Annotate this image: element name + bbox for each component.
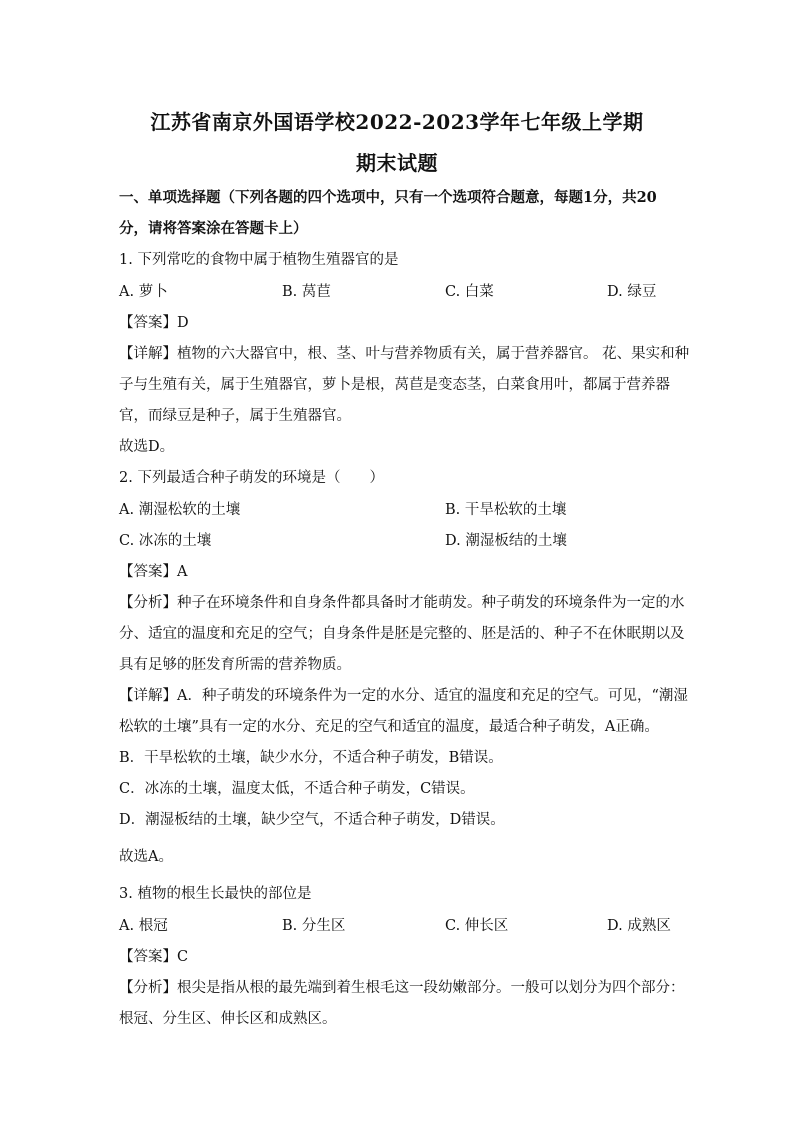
section-header-line2: 分，请将答案涂在答题卡上） [119, 220, 308, 237]
q2-analysis-line: 【分析】种子在环境条件和自身条件都具备时才能萌发。种子萌发的环境条件为一定的水 [119, 595, 685, 611]
q2-option-d: D. 潮湿板结的土壤 [445, 533, 567, 549]
q1-option-a: A. 萝卜 [119, 284, 168, 300]
q2-stem: 2. 下列最适合种子萌发的环境是（ ） [119, 470, 384, 486]
q3-option-b: B. 分生区 [282, 918, 346, 934]
q3-analysis-line: 根冠、分生区、伸长区和成熟区。 [119, 1011, 337, 1027]
q1-explain-line: 【详解】植物的六大器官中，根、茎、叶与营养物质有关，属于营养器官。 花、果实和种 [119, 346, 690, 362]
q3-option-a: A. 根冠 [119, 918, 168, 934]
q2-answer: 【答案】A [119, 564, 188, 580]
q2-explain-line: B．干旱松软的土壤，缺少水分，不适合种子萌发，B错误。 [119, 750, 503, 766]
q2-conclusion: 故选A。 [119, 849, 173, 865]
q1-answer: 【答案】D [119, 315, 189, 331]
section-header-line1: 一、单项选择题（下列各题的四个选项中，只有一个选项符合题意，每题1分，共20 [119, 189, 657, 206]
q3-answer: 【答案】C [119, 949, 189, 965]
q2-explain-line: D．潮湿板结的土壤，缺少空气，不适合种子萌发，D错误。 [119, 812, 505, 828]
q2-option-a: A. 潮湿松软的土壤 [119, 502, 241, 518]
q2-analysis-line: 分、适宜的温度和充足的空气；自身条件是胚是完整的、胚是活的、种子不在休眠期以及 [119, 626, 685, 642]
q2-analysis-line: 具有足够的胚发育所需的营养物质。 [119, 657, 351, 673]
q3-option-c: C. 伸长区 [445, 918, 509, 934]
q2-explain-line: 【详解】A．种子萌发的环境条件为一定的水分、适宜的温度和充足的空气。可见，“潮湿 [119, 688, 688, 704]
doc-title-line2: 期末试题 [356, 151, 438, 175]
q3-stem: 3. 植物的根生长最快的部位是 [119, 886, 312, 902]
q1-conclusion: 故选D。 [119, 439, 175, 455]
q2-explain-line: 松软的土壤”具有一定的水分、充足的空气和适宜的温度，最适合种子萌发，A正确。 [119, 719, 659, 735]
q1-explain-line: 官，而绿豆是种子，属于生殖器官。 [119, 408, 351, 424]
q1-stem: 1. 下列常吃的食物中属于植物生殖器官的是 [119, 252, 399, 268]
q1-option-b: B. 莴苣 [282, 284, 331, 300]
q1-option-c: C. 白菜 [445, 284, 494, 300]
q1-explain-line: 子与生殖有关，属于生殖器官，萝卜是根，莴苣是变态茎，白菜食用叶，都属于营养器 [119, 377, 670, 393]
q1-option-d: D. 绿豆 [607, 284, 657, 300]
q2-option-b: B. 干旱松软的土壤 [445, 502, 567, 518]
q3-option-d: D. 成熟区 [607, 918, 671, 934]
q2-option-c: C. 冰冻的土壤 [119, 533, 212, 549]
doc-title-line1: 江苏省南京外国语学校2022-2023学年七年级上学期 [150, 110, 644, 134]
q3-analysis-line: 【分析】根尖是指从根的最先端到着生根毛这一段幼嫩部分。一般可以划分为四个部分： [119, 980, 685, 996]
q2-explain-line: C．冰冻的土壤，温度太低，不适合种子萌发，C错误。 [119, 781, 475, 797]
